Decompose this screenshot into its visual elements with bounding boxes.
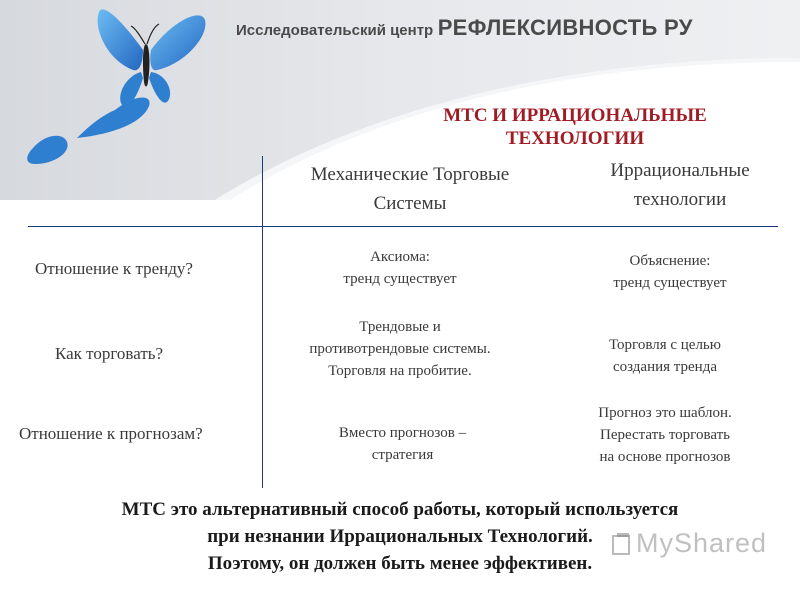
cell-mts-trend: [270, 246, 530, 290]
cell-line: противотрендовые системы.: [309, 341, 491, 357]
conclusion-line3: Поэтому, он должен быть менее эффективен.: [207, 553, 593, 574]
cell-line: стратегия: [371, 447, 434, 463]
conclusion-line2: при незнании Иррациональных Технологий.: [207, 526, 593, 547]
column-header-irrational: [560, 156, 800, 214]
slide-title-line2: ТЕХНОЛОГИИ: [505, 128, 645, 149]
cell-line: Торговля с целью: [609, 337, 721, 353]
cell-line: тренд существует: [343, 271, 457, 287]
slide-title-line1: МТС И ИРРАЦИОНАЛЬНЫЕ: [443, 105, 707, 126]
cell-line: Аксиома:: [370, 249, 430, 265]
column-header-mts-line2: Системы: [373, 193, 447, 214]
column-header-mts-line1: Механические Торговые: [310, 164, 510, 185]
cell-line: Трендовые и: [359, 319, 441, 335]
cell-line: создания тренда: [612, 359, 718, 375]
brand-heading: [236, 15, 693, 41]
cell-line: тренд существует: [613, 275, 727, 291]
row-label-how-to-trade: Как торговать?: [55, 344, 164, 363]
myshared-logo-icon: [612, 533, 632, 555]
slide-title: [380, 104, 770, 150]
org-prefix: Исследовательский центр: [236, 22, 434, 39]
column-header-irr-line1: Иррациональные: [610, 160, 750, 181]
watermark: [612, 528, 767, 559]
table-header-rule: [28, 226, 778, 227]
cell-line: Прогноз это шаблон.: [598, 405, 732, 421]
conclusion-line1: МТС это альтернативный способ работы, который используется: [121, 499, 679, 520]
row-label-forecasts: Отношение к прогнозам?: [19, 424, 203, 443]
butterfly-icon: [15, 2, 215, 172]
cell-irr-trading: [550, 334, 780, 378]
cell-line: Вместо прогнозов –: [338, 425, 467, 441]
cell-line: Торговля на пробитие.: [328, 363, 472, 379]
cell-mts-forecasts: [270, 422, 535, 466]
watermark-text: MyShared: [636, 528, 768, 558]
cell-mts-trading: [270, 316, 530, 382]
org-name: РЕФЛЕКСИВНОСТЬ РУ: [437, 15, 693, 40]
cell-line: Перестать торговать: [599, 427, 731, 443]
cell-irr-trend: [560, 250, 780, 294]
table-column-rule: [262, 156, 263, 488]
cell-line: на основе прогнозов: [599, 449, 731, 465]
column-header-irr-line2: технологии: [633, 189, 727, 210]
row-label-trend: Отношение к тренду?: [35, 259, 193, 278]
cell-line: Объяснение:: [629, 253, 711, 269]
cell-irr-forecasts: [550, 402, 780, 468]
column-header-mts: [270, 160, 550, 218]
